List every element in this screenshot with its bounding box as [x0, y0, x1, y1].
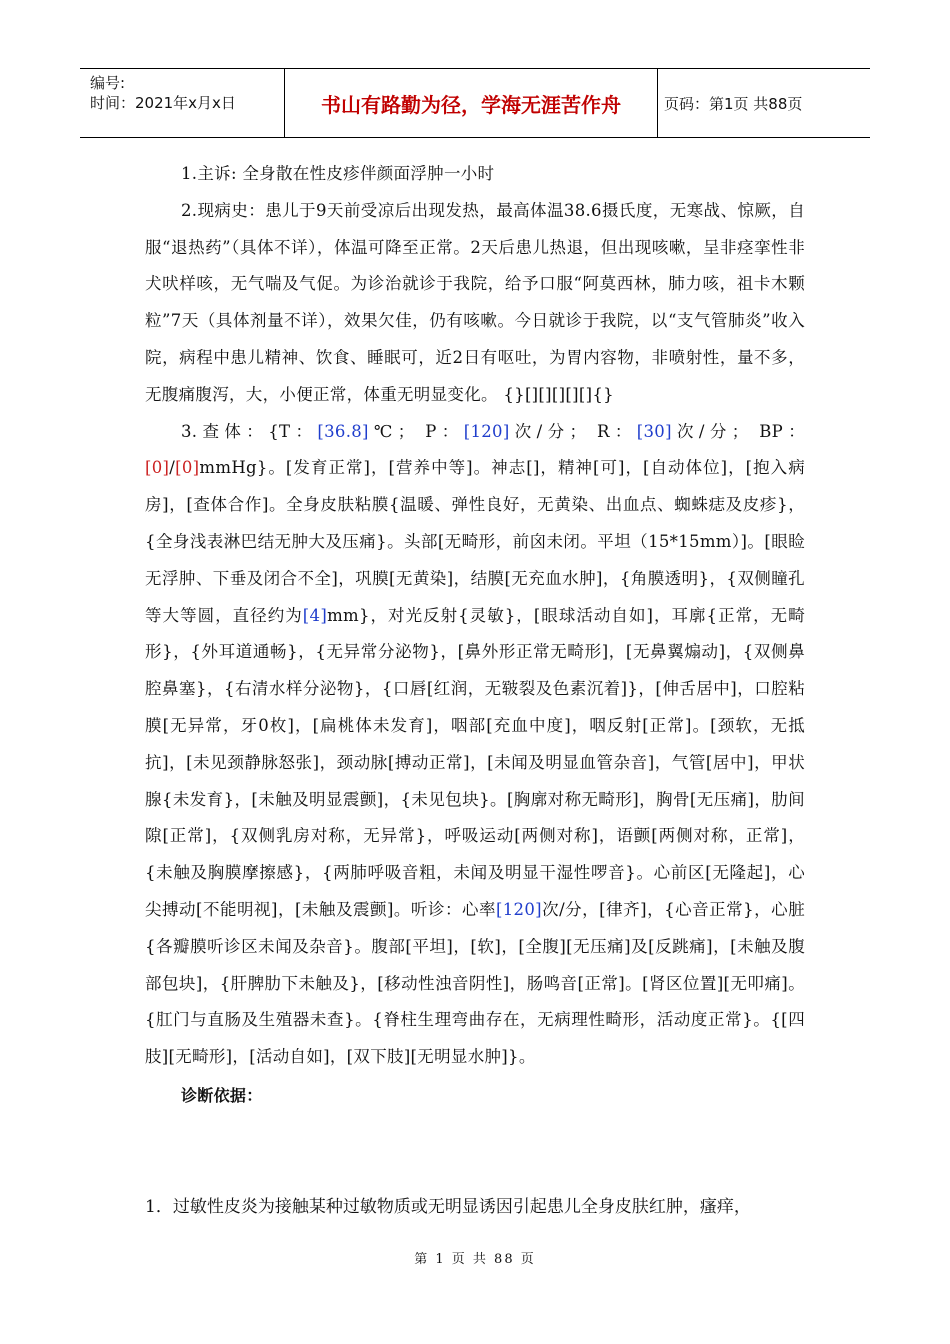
bp-diastolic-value: [0]: [175, 458, 200, 478]
diagnosis-basis-item: 1．过敏性皮炎为接触某种过敏物质或无明显诱因引起患儿全身皮肤红肿，瘙痒，: [145, 1197, 751, 1217]
present-history: 2.现病史：患儿于9天前受凉后出现发热，最高体温38.6摄氏度，无寒战、惊厥，自服“退热药”（具体不详），体温可降至正常。2天后患儿热退，但出现咳嗽，呈非痉挛性非犬吠样咳，无气喘及气促。为诊治就诊于我院，给予口服“阿莫西林，肺力咳，祖卡木颗粒”7天（具体剂量不详），效果欠佳，仍有咳嗽。今日就诊于我院，以“支气管肺炎”收入院，病程中患儿精神、饮食、睡眠可，近2日有呕吐，为胃内容物，非喷射性，量不多，无腹痛腹泻，大，小便正常，体重无明显变化。 {}[][][][][]{}: [145, 200, 805, 404]
exam-text-c: 次/分，[律齐]，{心音正常}，心脏{各瓣膜听诊区未闻及杂音}。腹部[平坦]，[软]，[全腹][无压痛]及[反跳痛]，[未触及腹部包块]，{肝脾肋下未触及}，[移动性浊音阴性]，肠鸣音[正常]。[肾区位置][无叩痛]。{肛门与直肠及生殖器未查}。{脊柱生理弯曲存在，无病理性畸形，活动度正常}。{[四肢][无畸形]，[活动自如]，[双下肢][无明显水肿]}。: [145, 899, 805, 1067]
exam-text-b: mm}，对光反射{灵敏}，[眼球活动自如]，耳廓{正常，无畸形}，{外耳道通畅}，{无异常分泌物}，[鼻外形正常无畸形]，[无鼻翼煽动]，{双侧鼻腔鼻塞}，{右清水样分泌物}，{口唇[红润，无皲裂及色素沉着]}，[伸舌居中]，口腔粘膜[无异常，牙0枚]，[扁桃体未发育]，咽部[充血中度]，咽反射[正常]。[颈软，无抵抗]，[未见颈静脉怒张]，颈动脉[搏动正常]，[未闻及明显血管杂音]，气管[居中]，甲状腺{未发育}，[未触及明显震颤]，{未见包块}。[胸廓对称无畸形]，胸骨[无压痛]，肋间隙[正常]，{双侧乳房对称，无异常}，呼吸运动[两侧对称]，语颤[两侧对称，正常]，{未触及胸膜摩擦感}，{两肺呼吸音粗，未闻及明显干湿性啰音}。心前区[无隆起]，心尖搏动[不能明视]，[未触及震颤]。听诊：心率: [145, 605, 805, 919]
document-body: [145, 156, 805, 1115]
exam-prefix: 3.查体：{T：: [181, 421, 318, 441]
diagnosis-basis-heading: 诊断依据：: [181, 1085, 263, 1105]
exam-bp-label: 次/分； BP：: [671, 421, 805, 441]
page-header: [80, 68, 870, 138]
header-motto: 书山有路勤为径，学海无涯苦作舟: [284, 69, 658, 137]
exam-text-a: mmHg}。[发育正常]，[营养中等]。神志[]，精神[可]，[自动体位]，[抱入病房]，[查体合作]。全身皮肤粘膜{温暖、弹性良好，无黄染、出血点、蜘蛛痣及皮疹}，{全身浅表淋巴结无肿大及压痛}。头部[无畸形，前囟未闭。平坦（15*15mm）]。[眼睑无浮肿、下垂及闭合不全]，巩膜[无黄染]，结膜[无充血水肿]，{角膜透明}，{双侧瞳孔等大等圆，直径约为: [145, 458, 805, 625]
exam-pulse-label: ℃； P：: [368, 421, 464, 441]
bp-systolic-value: [0]: [145, 458, 170, 478]
pupil-diameter-value: [4]: [302, 605, 328, 625]
page-footer: 第 1 页 共 88 页: [414, 1252, 536, 1267]
pulse-value: [120]: [463, 421, 510, 441]
header-page-info: 页码：第1页 共88页: [664, 94, 803, 113]
exam-resp-label: 次/分； R：: [509, 421, 637, 441]
header-meta: [80, 69, 284, 137]
physical-exam: [145, 414, 805, 1076]
doc-number-label: 编号:: [90, 74, 126, 92]
bp-slash: /: [169, 458, 176, 478]
respiration-value: [30]: [636, 421, 672, 441]
temperature-value: [36.8]: [317, 421, 369, 441]
chief-complaint: 1.主诉: 全身散在性皮疹伴颜面浮肿一小时: [181, 164, 495, 183]
heart-rate-value: [120]: [496, 899, 542, 919]
doc-date: 时间：2021年x月x日: [90, 94, 236, 112]
